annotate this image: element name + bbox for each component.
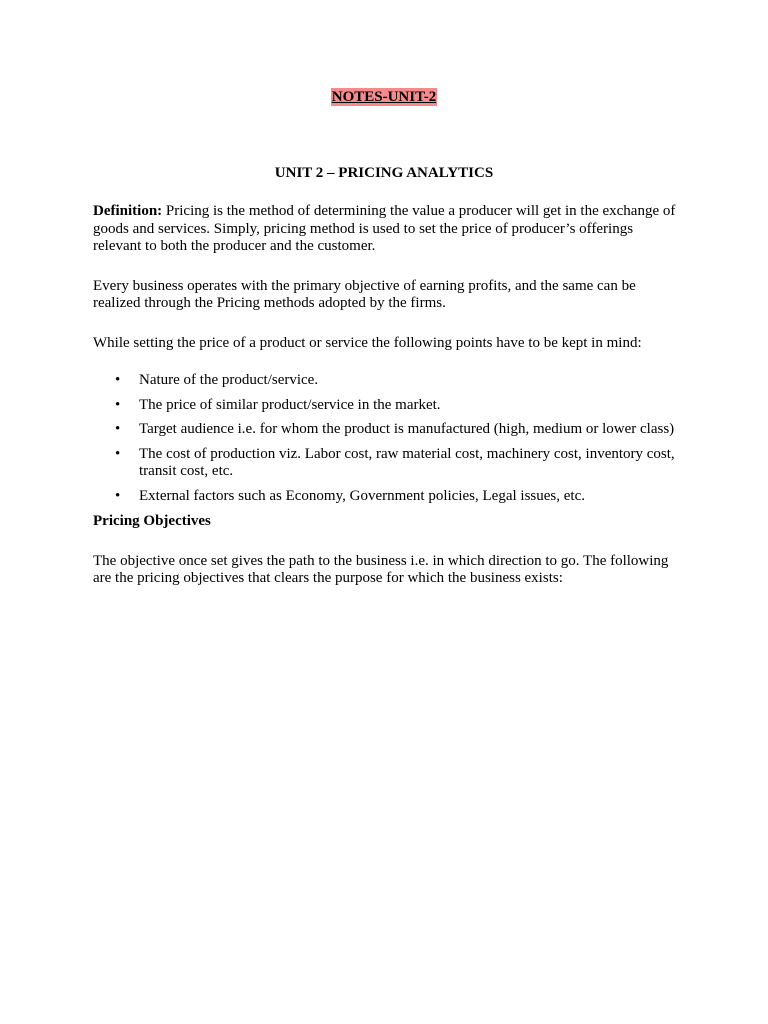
list-item-text: Nature of the product/service. [139, 372, 319, 388]
bullet-icon: • [115, 445, 121, 462]
definition-paragraph [93, 203, 683, 256]
list-item [93, 397, 683, 415]
pricing-objectives-heading: Pricing Objectives [93, 513, 211, 529]
list-item [93, 421, 683, 439]
bullet-icon: • [115, 487, 121, 504]
list-item-text: The price of similar product/service in the market. [139, 396, 441, 413]
notes-unit-label [0, 88, 768, 106]
bullet-icon: • [115, 372, 121, 388]
notes-unit-label-text: NOTES-UNIT-2 [331, 89, 437, 105]
definition-label: Definition: [93, 203, 163, 219]
pricing-considerations-intro: While setting the price of a product or service the following points have to be kept in mind: [93, 334, 642, 351]
list-item [93, 446, 683, 481]
list-item-text: The cost of production viz. Labor cost, raw material cost, machinery cost, inventory cost, transit cost, etc. [139, 445, 675, 479]
list-item [93, 488, 683, 506]
list-item-text: Target audience i.e. for whom the product is manufactured (high, medium or lower class) [139, 421, 675, 437]
pricing-objectives-paragraph: The objective once set gives the path to the business i.e. in which direction to go. The following are the pricing objectives that clears the purpose for which the business exists: [93, 552, 669, 586]
unit-title: UNIT 2 – PRICING ANALYTICS [274, 165, 494, 181]
list-item [93, 372, 683, 390]
pricing-considerations-list [93, 372, 683, 505]
list-item-text: External factors such as Economy, Government policies, Legal issues, etc. [139, 487, 585, 504]
definition-text: Pricing is the method of determining the value a producer will get in the exchange of goods and services. Simply, pricing method is used to set the price of producer’s offerings relevant to both the producer and the customer. [93, 203, 676, 254]
bullet-icon: • [115, 396, 121, 413]
business-objective-paragraph: Every business operates with the primary objective of earning profits, and the same can be realized through the Pricing methods adopted by the firms. [93, 277, 636, 311]
bullet-icon: • [115, 421, 121, 437]
document-body [93, 203, 683, 588]
